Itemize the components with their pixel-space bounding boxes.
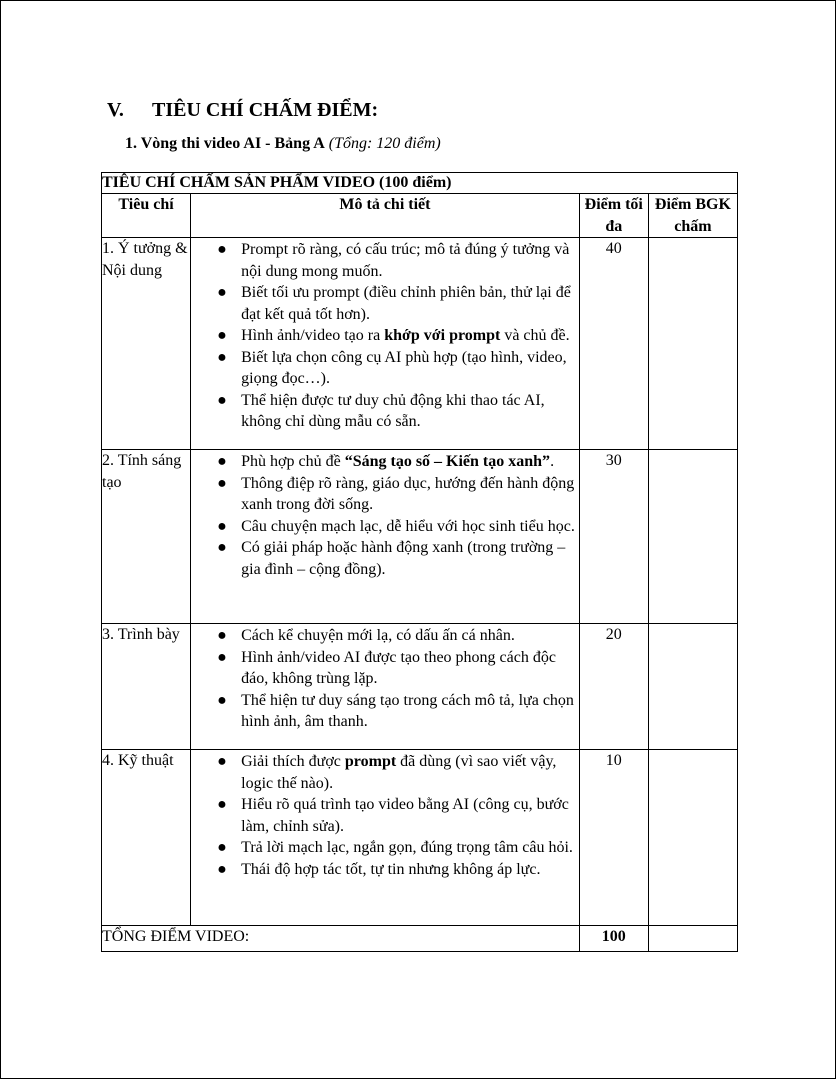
item-text-pre: Hình ảnh/video AI được tạo theo phong cách độc đáo, không trùng lặp. xyxy=(241,648,556,687)
description-list xyxy=(191,451,579,580)
criteria-row xyxy=(102,238,738,450)
item-text-pre: Hiểu rõ quá trình tạo video bằng AI (công cụ, bước làm, chỉnh sửa). xyxy=(241,796,569,835)
criteria-row xyxy=(102,624,738,750)
item-text-pre: Thông điệp rõ ràng, giáo dục, hướng đến hành động xanh trong đời sống. xyxy=(241,474,575,513)
bullet-icon: ● xyxy=(217,327,227,344)
item-text-pre: Thể hiện được tư duy chủ động khi thao tác AI, không chỉ dùng mẫu có sẵn. xyxy=(241,391,545,430)
bullet-icon: ● xyxy=(217,539,227,556)
item-text-bold: prompt xyxy=(344,753,397,770)
item-text-bold: “Sáng tạo số – Kiến tạo xanh” xyxy=(344,453,551,470)
item-text-pre: Biết tối ưu prompt (điều chỉnh phiên bản, thử lại để đạt kết quả tốt hơn). xyxy=(241,284,571,323)
description-item xyxy=(217,390,579,433)
judge-score-cell xyxy=(648,750,737,926)
description-item xyxy=(217,516,579,538)
judge-score-cell xyxy=(648,450,737,624)
item-text-post: . xyxy=(550,453,555,470)
criteria-cell: 1. Ý tưởng & Nội dung xyxy=(102,238,191,450)
subsection-total: (Tổng: 120 điểm) xyxy=(328,135,441,152)
description-item xyxy=(217,282,579,325)
bullet-icon: ● xyxy=(217,348,227,366)
description-item xyxy=(217,537,579,580)
bullet-icon: ● xyxy=(217,691,227,709)
header-max-score: Điểm tối đa xyxy=(579,194,648,238)
description-item xyxy=(217,647,579,690)
criteria-cell: 2. Tính sáng tạo xyxy=(102,450,191,624)
criteria-cell: 3. Trình bày xyxy=(102,624,191,750)
item-text-pre: Thể hiện tư duy sáng tạo trong cách mô tả, lựa chọn hình ảnh, âm thanh. xyxy=(241,691,574,730)
item-text-pre: Giải thích được xyxy=(241,753,345,770)
description-item xyxy=(217,239,579,282)
criteria-row xyxy=(102,750,738,926)
section-number: V. xyxy=(107,99,124,121)
item-text-bold: khớp với prompt xyxy=(384,327,501,344)
description-item xyxy=(217,325,579,347)
rubric-body xyxy=(102,238,738,926)
bullet-icon: ● xyxy=(217,391,227,409)
section-title: TIÊU CHÍ CHẤM ĐIỂM: xyxy=(152,99,379,121)
description-cell xyxy=(191,624,580,750)
item-text-pre: Câu chuyện mạch lạc, dễ hiểu với học sinh tiểu học. xyxy=(241,517,575,535)
criteria-cell: 4. Kỹ thuật xyxy=(102,750,191,926)
bullet-icon: ● xyxy=(217,241,227,258)
rubric-table xyxy=(101,172,738,952)
header-judge-score: Điểm BGK chấm xyxy=(648,194,737,238)
total-value: 100 xyxy=(579,926,648,952)
item-text-post: đã dùng (vì sao viết vậy, logic thế nào). xyxy=(241,753,557,792)
bullet-icon: ● xyxy=(217,648,227,666)
description-item xyxy=(217,625,579,647)
subsection-title: 1. Vòng thi video AI - Bảng A xyxy=(125,135,325,152)
description-cell xyxy=(191,238,580,450)
bullet-icon: ● xyxy=(217,839,227,856)
item-text-post: và chủ đề. xyxy=(500,327,570,344)
bullet-icon: ● xyxy=(217,517,227,535)
description-item xyxy=(217,794,579,837)
description-list xyxy=(191,625,579,733)
description-item xyxy=(217,451,579,473)
header-criteria: Tiêu chí xyxy=(102,194,191,238)
description-item xyxy=(217,859,579,881)
description-cell xyxy=(191,450,580,624)
item-text-pre: Cách kể chuyện mới lạ, có dấu ấn cá nhân. xyxy=(241,627,515,644)
bullet-icon: ● xyxy=(217,860,227,878)
description-item xyxy=(217,837,579,859)
item-text-pre: Prompt rõ ràng, có cấu trúc; mô tả đúng ý tưởng và nội dung mong muốn. xyxy=(241,241,570,280)
bullet-icon: ● xyxy=(217,753,227,770)
criteria-row xyxy=(102,450,738,624)
header-description: Mô tả chi tiết xyxy=(191,194,580,238)
max-score-cell: 30 xyxy=(579,450,648,624)
total-label: TỔNG ĐIỂM VIDEO: xyxy=(102,926,580,952)
description-item xyxy=(217,473,579,516)
description-list xyxy=(191,239,579,433)
description-cell xyxy=(191,750,580,926)
description-item xyxy=(217,347,579,390)
total-judge-score xyxy=(648,926,737,952)
bullet-icon: ● xyxy=(217,453,227,470)
section-heading xyxy=(107,99,378,122)
table-title: TIÊU CHÍ CHẤM SẢN PHẨM VIDEO (100 điểm) xyxy=(102,173,738,194)
subsection-heading xyxy=(125,135,441,153)
judge-score-cell xyxy=(648,238,737,450)
judge-score-cell xyxy=(648,624,737,750)
max-score-cell: 40 xyxy=(579,238,648,450)
max-score-cell: 10 xyxy=(579,750,648,926)
description-item xyxy=(217,690,579,733)
header-row xyxy=(102,194,738,238)
bullet-icon: ● xyxy=(217,474,227,492)
item-text-pre: Có giải pháp hoặc hành động xanh (trong trường – gia đình – cộng đồng). xyxy=(241,539,566,578)
description-list xyxy=(191,751,579,880)
item-text-pre: Hình ảnh/video tạo ra xyxy=(241,327,385,344)
item-text-pre: Thái độ hợp tác tốt, tự tin nhưng không áp lực. xyxy=(241,860,541,878)
bullet-icon: ● xyxy=(217,796,227,813)
bullet-icon: ● xyxy=(217,627,227,644)
total-row xyxy=(102,926,738,952)
item-text-pre: Trả lời mạch lạc, ngắn gọn, đúng trọng tâm câu hỏi. xyxy=(241,839,573,856)
max-score-cell: 20 xyxy=(579,624,648,750)
item-text-pre: Phù hợp chủ đề xyxy=(241,453,345,470)
bullet-icon: ● xyxy=(217,284,227,301)
item-text-pre: Biết lựa chọn công cụ AI phù hợp (tạo hình, video, giọng đọc…). xyxy=(241,348,567,387)
description-item xyxy=(217,751,579,794)
